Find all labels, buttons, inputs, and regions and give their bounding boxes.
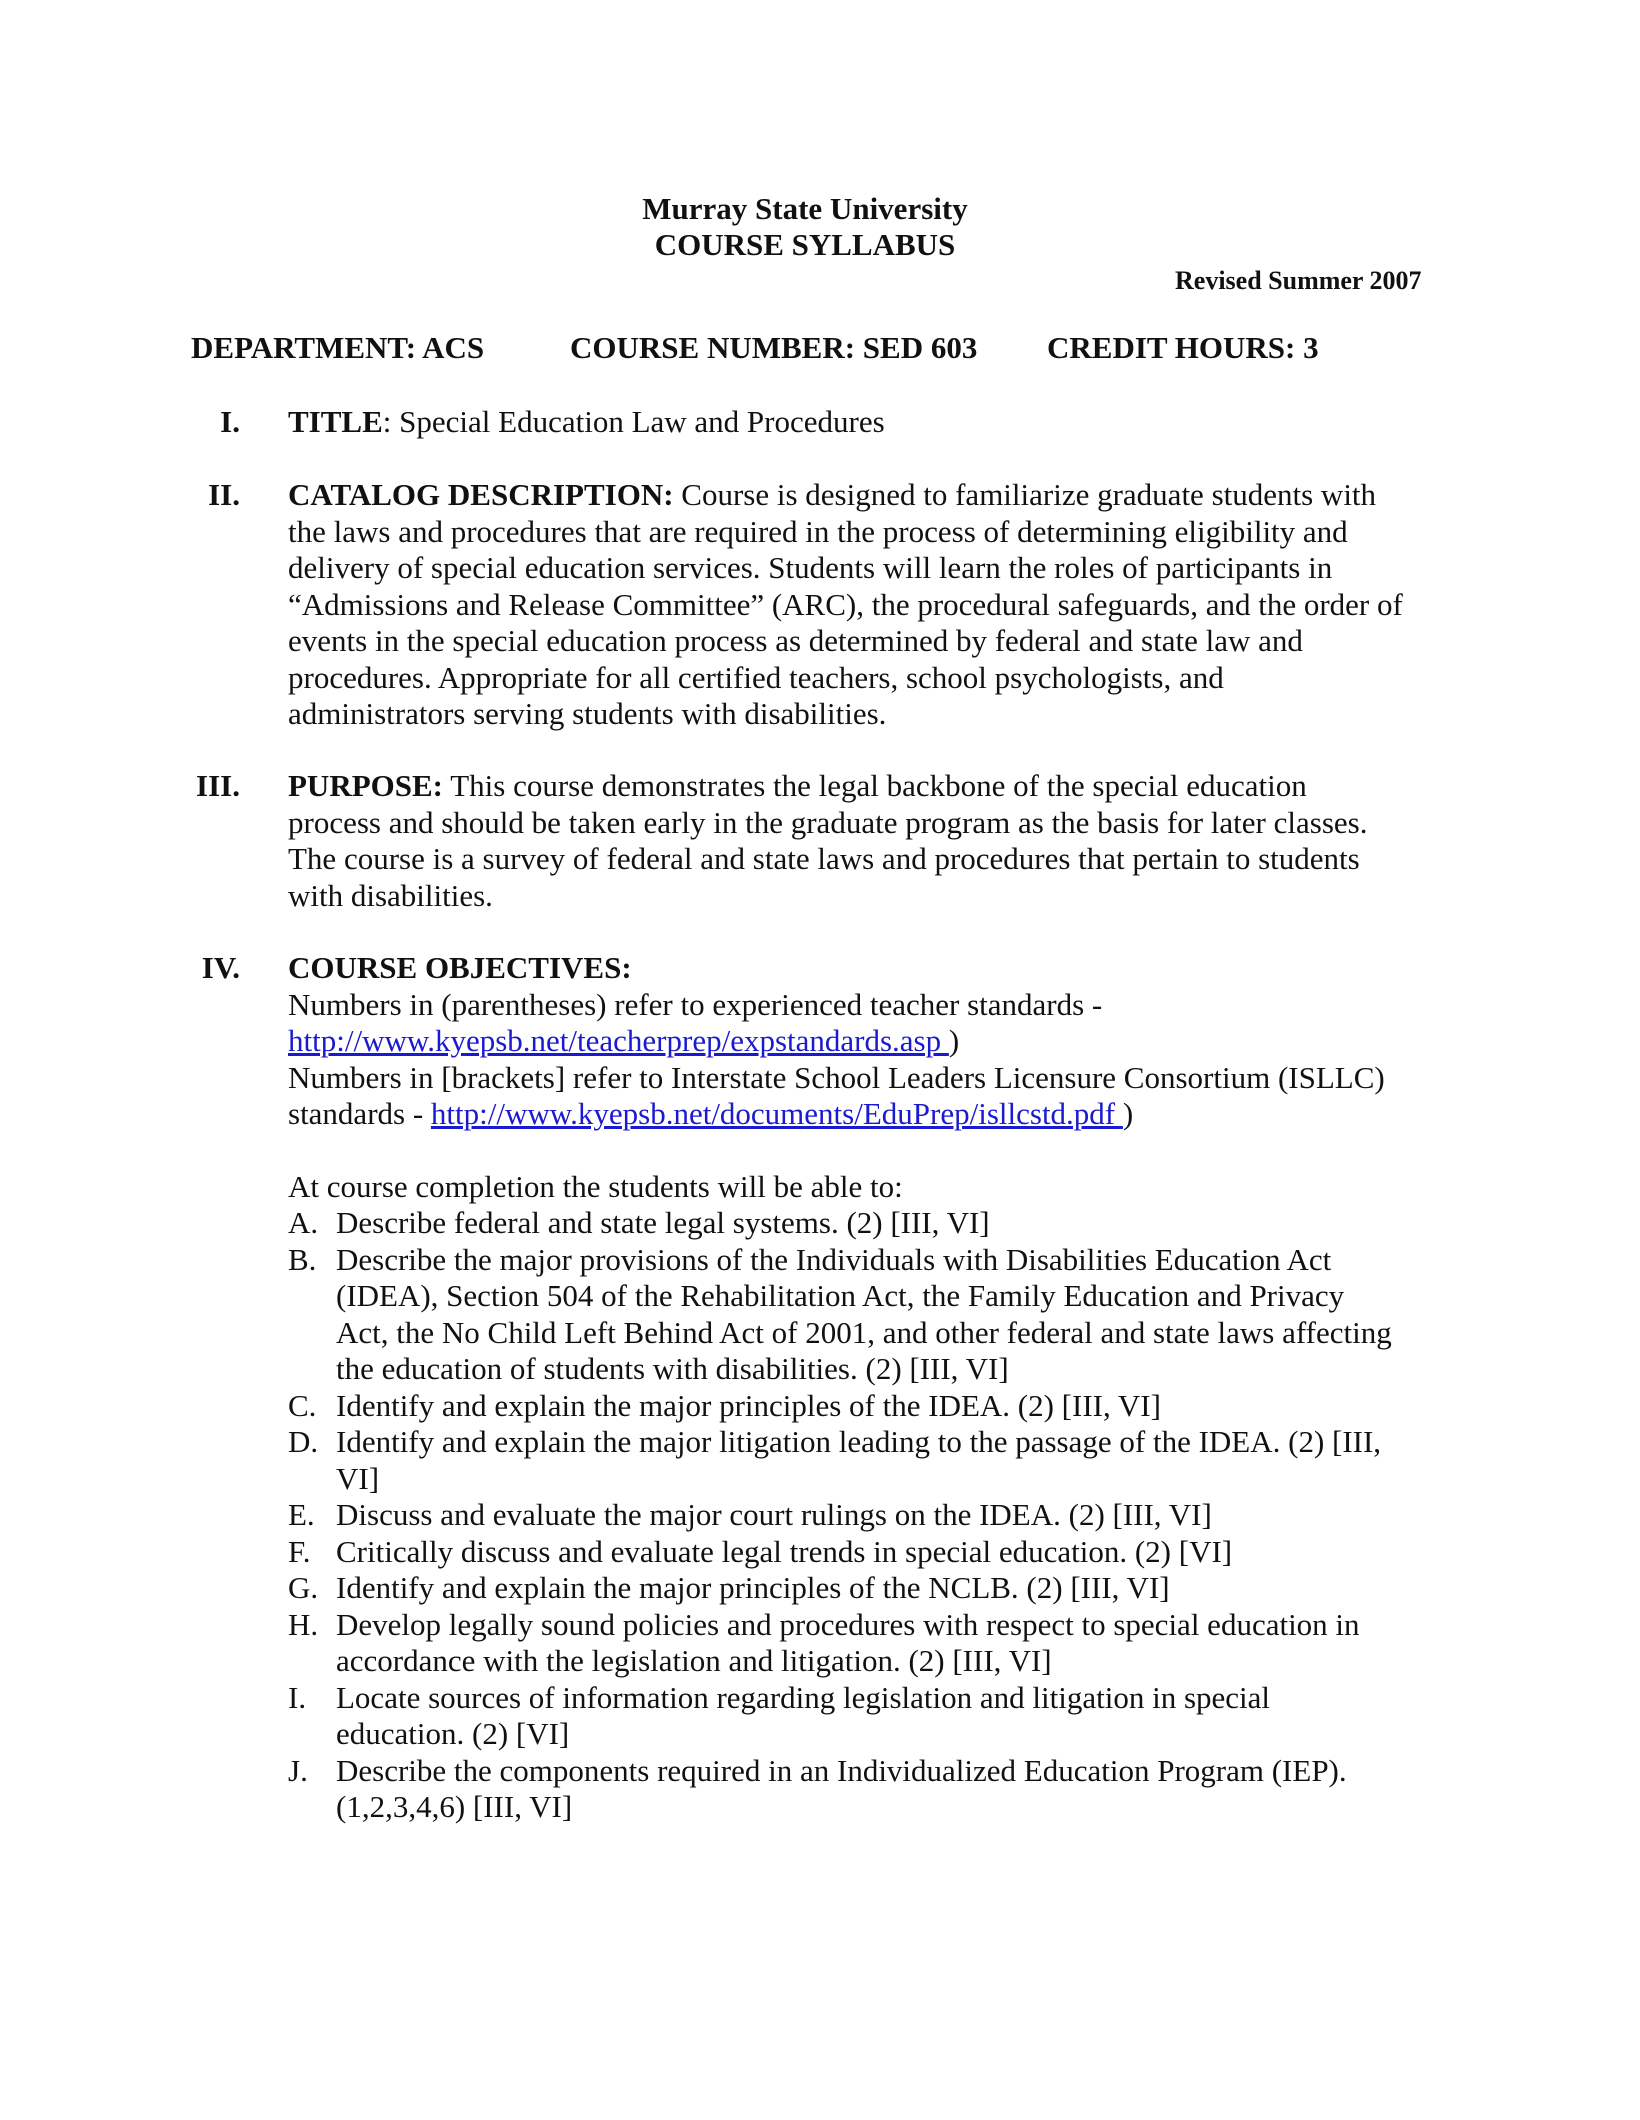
standards-link-line-1 [288, 1023, 1448, 1060]
objective-line: Describe the major provisions of the Individuals with Disabilities Education Act [336, 1241, 1332, 1277]
objective-line: Discuss and evaluate the major court rulings on the IDEA. (2) [III, VI] [336, 1497, 1212, 1532]
objective-text [336, 1680, 1448, 1753]
catalog-label: CATALOG DESCRIPTION: [288, 477, 674, 512]
purpose-body [288, 768, 1448, 914]
isllc-standards-link[interactable]: http://www.kyepsb.net/documents/EduPrep/isllcstd.pdf [430, 1096, 1123, 1131]
objective-letter: F. [288, 1533, 311, 1569]
revised-date: Revised Summer 2007 [1175, 266, 1422, 295]
objective-letter: C. [288, 1387, 317, 1423]
objective-text [336, 1534, 1448, 1571]
spacer [288, 1133, 1448, 1169]
objective-letter: I. [288, 1679, 307, 1715]
objective-line: accordance with the legislation and litigation. (2) [III, VI] [336, 1643, 1052, 1678]
objective-item [288, 1388, 1448, 1425]
objective-line: Critically discuss and evaluate legal trends in special education. (2) [VI] [336, 1533, 1233, 1569]
experienced-teacher-standards-link[interactable]: http://www.kyepsb.net/teacherprep/expstandards.asp [288, 1023, 949, 1058]
purpose-line [288, 768, 1448, 805]
objective-line: Locate sources of information regarding legislation and litigation in special [336, 1679, 1271, 1715]
objective-text [336, 1753, 1448, 1826]
objective-text [336, 1205, 1448, 1242]
catalog-line: “Admissions and Release Committee” (ARC), the procedural safeguards, and the order of [288, 586, 1403, 622]
objective-letter: D. [288, 1424, 319, 1459]
university-name: Murray State University [642, 191, 968, 226]
objective-letter: B. [288, 1241, 317, 1277]
objective-item [288, 1753, 1448, 1826]
purpose-line: with disabilities. [288, 877, 493, 913]
objective-line: Identify and explain the major principles of the IDEA. (2) [III, VI] [336, 1387, 1161, 1423]
objective-text [336, 1497, 1448, 1534]
credit-hours-label: CREDIT HOURS: 3 [1047, 330, 1319, 365]
objective-letter: J. [288, 1752, 308, 1788]
title-label: TITLE [288, 404, 383, 439]
objective-line: VI] [336, 1460, 380, 1496]
standards-prefix: standards - [288, 1096, 431, 1131]
objective-item [288, 1570, 1448, 1607]
objective-letter: A. [288, 1205, 319, 1240]
purpose-line: The course is a survey of federal and state laws and procedures that pertain to students [288, 841, 1360, 876]
objective-text [336, 1570, 1448, 1607]
catalog-line: events in the special education process as determined by federal and state law and [288, 623, 1303, 658]
standards-note-1: Numbers in (parentheses) refer to experienced teacher standards - [288, 986, 1103, 1022]
objective-item [288, 1607, 1448, 1680]
document-type: COURSE SYLLABUS [654, 227, 956, 262]
objective-text [336, 1388, 1448, 1425]
objective-letter: E. [288, 1497, 315, 1532]
department-label: DEPARTMENT: ACS [191, 330, 485, 365]
objective-line: Describe the components required in an Individualized Education Program (IEP). [336, 1752, 1347, 1788]
objective-line: (IDEA), Section 504 of the Rehabilitation Act, the Family Education and Privacy [336, 1278, 1345, 1313]
objective-item [288, 1242, 1448, 1388]
objective-line: Act, the No Child Left Behind Act of 2001, and other federal and state laws affecting [336, 1314, 1392, 1350]
catalog-line: procedures. Appropriate for all certified teachers, school psychologists, and [288, 659, 1224, 695]
catalog-line: the laws and procedures that are required in the process of determining eligibility and [288, 513, 1348, 549]
purpose-label: PURPOSE: [288, 768, 443, 803]
objective-line: (1,2,3,4,6) [III, VI] [336, 1789, 573, 1824]
objective-text [336, 1242, 1448, 1388]
catalog-line: administrators serving students with disabilities. [288, 696, 887, 731]
objective-line: Describe federal and state legal systems. (2) [III, VI] [336, 1205, 990, 1240]
objectives-list [288, 1205, 1448, 1826]
title-text: : Special Education Law and Procedures [382, 404, 885, 439]
section-numeral: III. [196, 768, 240, 803]
section-numeral: IV. [201, 950, 240, 985]
objective-text [336, 1607, 1448, 1680]
objective-line: the education of students with disabilities. (2) [III, VI] [336, 1351, 1009, 1386]
section-numeral: II. [208, 477, 240, 512]
standards-link-line-2 [288, 1096, 1448, 1133]
objective-line: education. (2) [VI] [336, 1716, 570, 1751]
objective-item [288, 1205, 1448, 1242]
objectives-intro: At course completion the students will be able to: [288, 1168, 903, 1204]
title-line [288, 404, 885, 441]
objective-text [336, 1424, 1448, 1497]
course-number-label: COURSE NUMBER: SED 603 [570, 330, 978, 365]
catalog-line: delivery of special education services. Students will learn the roles of participants in [288, 550, 1333, 585]
purpose-line-text: This course demonstrates the legal backbone of the special education [450, 768, 1307, 803]
objective-letter: G. [288, 1570, 319, 1605]
objective-line: Develop legally sound policies and procedures with respect to special education in [336, 1606, 1360, 1642]
objective-item [288, 1680, 1448, 1753]
objective-item [288, 1534, 1448, 1571]
catalog-description-body [288, 477, 1448, 733]
objective-line: Identify and explain the major principles of the NCLB. (2) [III, VI] [336, 1570, 1170, 1605]
objective-letter: H. [288, 1606, 319, 1642]
standards-note-2: Numbers in [brackets] refer to Interstate School Leaders Licensure Consortium (ISLLC) [288, 1059, 1385, 1095]
link-close-paren: ) [1122, 1096, 1134, 1131]
objective-item [288, 1424, 1448, 1497]
catalog-line [288, 477, 1448, 514]
section-numeral: I. [220, 404, 240, 439]
purpose-line: process and should be taken early in the graduate program as the basis for later classes. [288, 804, 1368, 840]
objective-item [288, 1497, 1448, 1534]
catalog-line-text: Course is designed to familiarize graduate students with [681, 477, 1377, 512]
objectives-body [288, 950, 1448, 1205]
objectives-label: COURSE OBJECTIVES: [288, 950, 632, 985]
link-close-paren: ) [948, 1023, 960, 1058]
objective-line: Identify and explain the major litigation leading to the passage of the IDEA. (2) [III, [336, 1424, 1382, 1459]
